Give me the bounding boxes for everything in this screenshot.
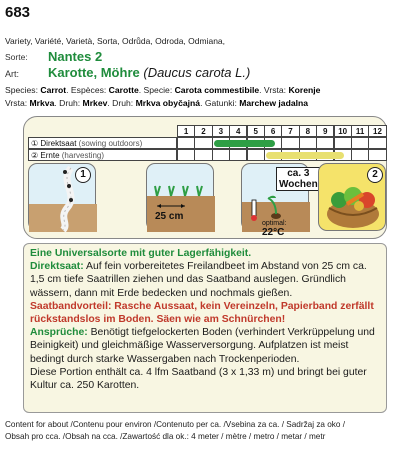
variety-name: Nantes 2	[48, 49, 103, 64]
content-line-2: Obsah pro cca. /Obsah na cca. /Zawartość dla ok.: 4 meter / mètre / metro / metar / metr	[5, 431, 326, 441]
content-info	[5, 419, 345, 442]
month-header-4: 4	[229, 125, 247, 137]
month-header-5: 5	[247, 125, 265, 137]
month-header-8: 8	[299, 125, 317, 137]
variety-label: Sorte:	[5, 52, 28, 62]
step-1-badge: 1	[75, 167, 91, 183]
calendar-row-direktsaat	[24, 137, 388, 149]
seed-tape-pictogram	[28, 163, 96, 231]
optimal-temp-box: optimal: 22°C	[262, 220, 287, 238]
calendar-cell	[368, 137, 386, 149]
calendar-cell	[177, 149, 195, 161]
harvest-pictogram	[318, 163, 386, 231]
content-line-1: Content for about /Contenu pour environ /Contenuto per ca. /Vsebina za ca. / Sadržaj za oko /	[5, 420, 345, 429]
latin-name: (Daucus carota L.)	[143, 65, 251, 80]
row-label-ernte: ② Ernte (harvesting)	[28, 149, 177, 161]
art-name: Karotte, Möhre (Daucus carota L.)	[48, 65, 251, 80]
month-header-1: 1	[177, 125, 195, 137]
art-label: Art:	[5, 69, 20, 79]
month-header-10: 10	[334, 125, 352, 137]
calendar-cell	[316, 137, 334, 149]
calendar-cell	[281, 137, 299, 149]
calendar-cell	[351, 149, 369, 161]
month-header-6: 6	[264, 125, 282, 137]
calendar-cell	[247, 149, 265, 161]
month-header-row	[24, 125, 388, 137]
calendar-cell	[334, 137, 352, 149]
month-header-11: 11	[351, 125, 369, 137]
calendar-cell	[368, 149, 386, 161]
row-distance-label: 25 cm	[155, 211, 184, 222]
languages-line: Variety, Variété, Varietà, Sorta, Odrůda, Odroda, Odmiana,	[5, 36, 226, 46]
headline: Eine Universalsorte mit guter Lagerfähigkeit.	[30, 248, 252, 259]
row-distance-pictogram	[146, 163, 214, 231]
calendar-bar-direktsaat	[214, 140, 275, 147]
calendar-bar-ernte	[266, 152, 344, 159]
direktsaat-paragraph: Direktsaat: Auf fein vorbereitetes Freilandbeet im Abstand von 25 cm ca. 1,5 cm tiefe Saatrillen ziehen und das Saatband auslegen. Gründlich wässern, dann mit Erde bedecken und nochmals gießen.	[30, 261, 367, 299]
row-label-direktsaat: ① Direktsaat (sowing outdoors)	[28, 137, 177, 149]
species-line-1: Species: Carrot. Espèces: Carotte. Specie: Carota commestibile. Vrsta: Korenje	[5, 85, 321, 95]
species-line-2: Vrsta: Mrkva. Druh: Mrkev. Druh: Mrkva obyčajná. Gatunki: Marchew jadalna	[5, 98, 309, 108]
month-header-2: 2	[194, 125, 212, 137]
germination-time: ca. 3 Wochen	[276, 167, 321, 191]
calendar-cell	[194, 137, 212, 149]
calendar-cell	[351, 137, 369, 149]
calendar-row-ernte	[24, 149, 388, 161]
portion-info: Diese Portion enthält ca. 4 lfm Saatband (3 x 1,33 m) und bringt bei guter Kultur ca. 250 Karotten.	[30, 366, 367, 392]
step-2-badge: 2	[367, 167, 383, 183]
month-header-12: 12	[368, 125, 386, 137]
month-header-3: 3	[212, 125, 230, 137]
calendar-cell	[229, 149, 247, 161]
calendar-cell	[177, 137, 195, 149]
calendar-cell	[299, 137, 317, 149]
ansprueche-paragraph: Ansprüche: Benötigt tiefgelockerten Boden (verhindert Verkrüppelung und Beinigkeit) und gleichmäßige Wasserversorgung. Aufplatzen ist meist bedingt durch starke Wassergaben nach Trockenperioden.	[30, 327, 375, 365]
cultivation-text	[23, 243, 387, 413]
germination-pictogram	[241, 163, 318, 238]
month-header-7: 7	[281, 125, 299, 137]
species-translations	[5, 84, 407, 110]
calendar-cell	[194, 149, 212, 161]
packet-number: 683	[5, 4, 31, 21]
month-header-9: 9	[316, 125, 334, 137]
sowing-calendar-panel	[23, 116, 387, 239]
calendar-cell	[212, 149, 230, 161]
seed-tape-advantage: Saatbandvorteil: Rasche Aussaat, kein Vereinzeln, Papierband zerfällt rückstandslos im Boden. Säen wie am Schnürchen!	[30, 300, 374, 326]
